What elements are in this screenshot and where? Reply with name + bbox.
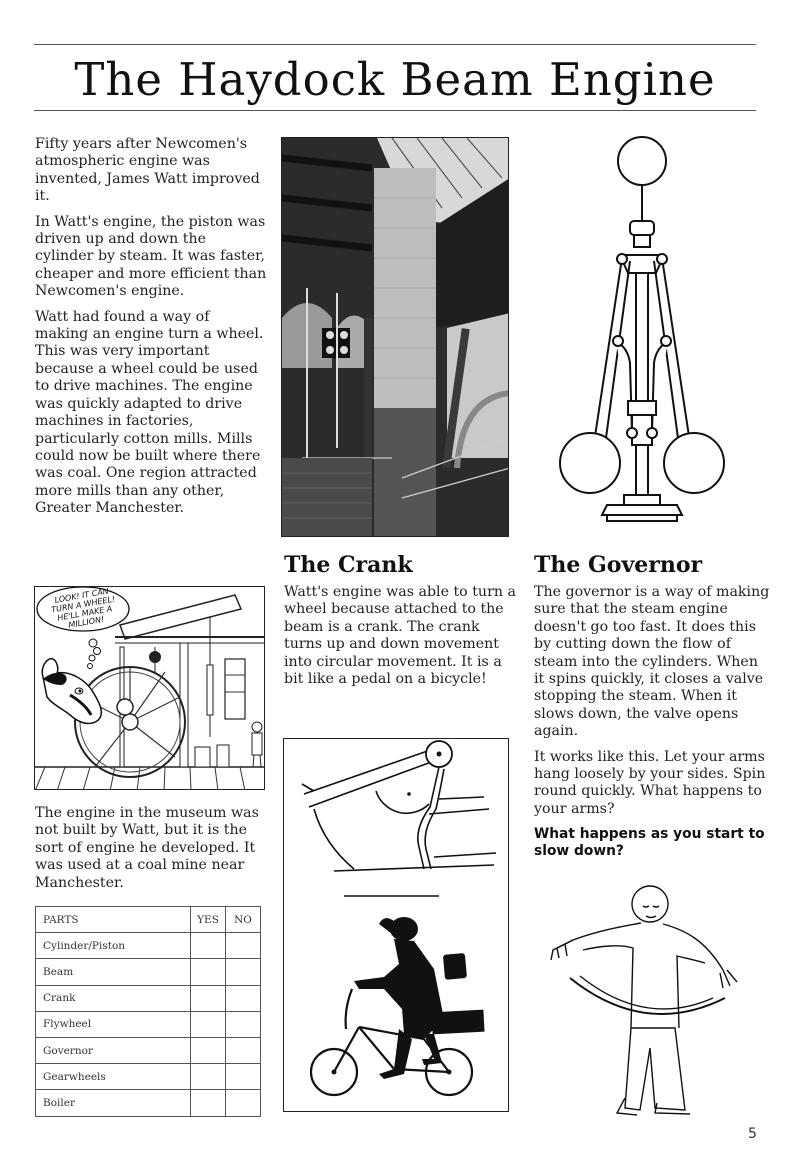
governor-illustration	[552, 133, 732, 533]
speech-bubble-text: LOOK! IT CAN TURN A WHEEL! HE'LL MAKE A MILLION!	[50, 586, 116, 630]
no-cell[interactable]	[226, 1011, 261, 1037]
yes-cell[interactable]	[191, 959, 226, 985]
governor-paragraph-2: It works like this. Let your arms hang loosely by your sides. Spin round quickly. What happens to your arms?	[534, 748, 766, 817]
top-rule	[34, 44, 756, 45]
intro-paragraph-1: Fifty years after Newcomen's atmospheric engine was invented, James Watt improved it.	[35, 136, 260, 205]
governor-heading: The Governor	[534, 552, 703, 578]
photo-illustration	[282, 138, 509, 537]
governor-drawing	[552, 133, 732, 533]
yes-cell[interactable]	[191, 1037, 226, 1063]
no-cell[interactable]	[226, 959, 261, 985]
table-row	[36, 933, 261, 959]
table-row	[36, 985, 261, 1011]
spinning-boy-drawing	[545, 878, 745, 1118]
governor-question: What happens as you start to slow down?	[534, 826, 765, 860]
yes-cell[interactable]	[191, 1011, 226, 1037]
crank-section	[284, 552, 516, 696]
header-yes: YES	[191, 907, 226, 933]
page-number: 5	[748, 1126, 757, 1142]
left-column-intro	[35, 136, 267, 526]
table-row	[36, 1064, 261, 1090]
no-cell[interactable]	[226, 933, 261, 959]
part-name: Governor	[36, 1037, 191, 1063]
spinning-boy-illustration	[545, 878, 745, 1118]
table-row	[36, 1037, 261, 1063]
page-title: The Haydock Beam Engine	[74, 53, 716, 106]
crank-heading: The Crank	[284, 552, 413, 578]
museum-paragraph: The engine in the museum was not built by Watt, but it is the sort of engine he developed. It was used at a coal mine near Manchester.	[35, 805, 259, 891]
table-row	[36, 959, 261, 985]
table-header-row	[36, 907, 261, 933]
governor-section	[534, 552, 770, 860]
header-parts: PARTS	[36, 907, 191, 933]
table-row	[36, 1090, 261, 1116]
yes-cell[interactable]	[191, 1064, 226, 1090]
crank-bicycle-illustration	[284, 739, 509, 1112]
engine-house-photo	[281, 137, 509, 537]
no-cell[interactable]	[226, 1064, 261, 1090]
no-cell[interactable]	[226, 985, 261, 1011]
parts-checklist-table	[35, 906, 261, 1117]
title-underline	[34, 110, 756, 111]
crank-paragraph: Watt's engine was able to turn a wheel because attached to the beam is a crank. The crank turns up and down movement into circular movement. It is a bit like a pedal on a bicycle!	[284, 584, 516, 688]
part-name: Crank	[36, 985, 191, 1011]
yes-cell[interactable]	[191, 1090, 226, 1116]
intro-paragraph-3: Watt had found a way of making an engine turn a wheel. This was very important because a wheel could be used to drive machines. The engine was quickly adapted to drive machines in factories, particularly cotton mills. Mills could now be built where there was coal. One region attracted more mills than any other, Greater Manchester.	[35, 308, 264, 517]
crank-and-bicycle-drawing	[283, 738, 509, 1112]
part-name: Gearwheels	[36, 1064, 191, 1090]
table-row	[36, 1011, 261, 1037]
intro-paragraph-2: In Watt's engine, the piston was driven up and down the cylinder by steam. It was faster, cheaper and more efficient than Newcomen's engine.	[35, 213, 267, 300]
header-no: NO	[226, 907, 261, 933]
part-name: Flywheel	[36, 1011, 191, 1037]
yes-cell[interactable]	[191, 985, 226, 1011]
yes-cell[interactable]	[191, 933, 226, 959]
part-name: Cylinder/Piston	[36, 933, 191, 959]
horse-cartoon	[34, 586, 265, 790]
no-cell[interactable]	[226, 1090, 261, 1116]
museum-text	[35, 805, 267, 900]
part-name: Beam	[36, 959, 191, 985]
governor-paragraph-1: The governor is a way of making sure that the steam engine doesn't go too fast. It does this by cutting down the flow of steam into the cylinders. When it spins quickly, it closes a valve stopping the steam. When it slows down, the valve opens again.	[534, 584, 770, 740]
part-name: Boiler	[36, 1090, 191, 1116]
no-cell[interactable]	[226, 1037, 261, 1063]
